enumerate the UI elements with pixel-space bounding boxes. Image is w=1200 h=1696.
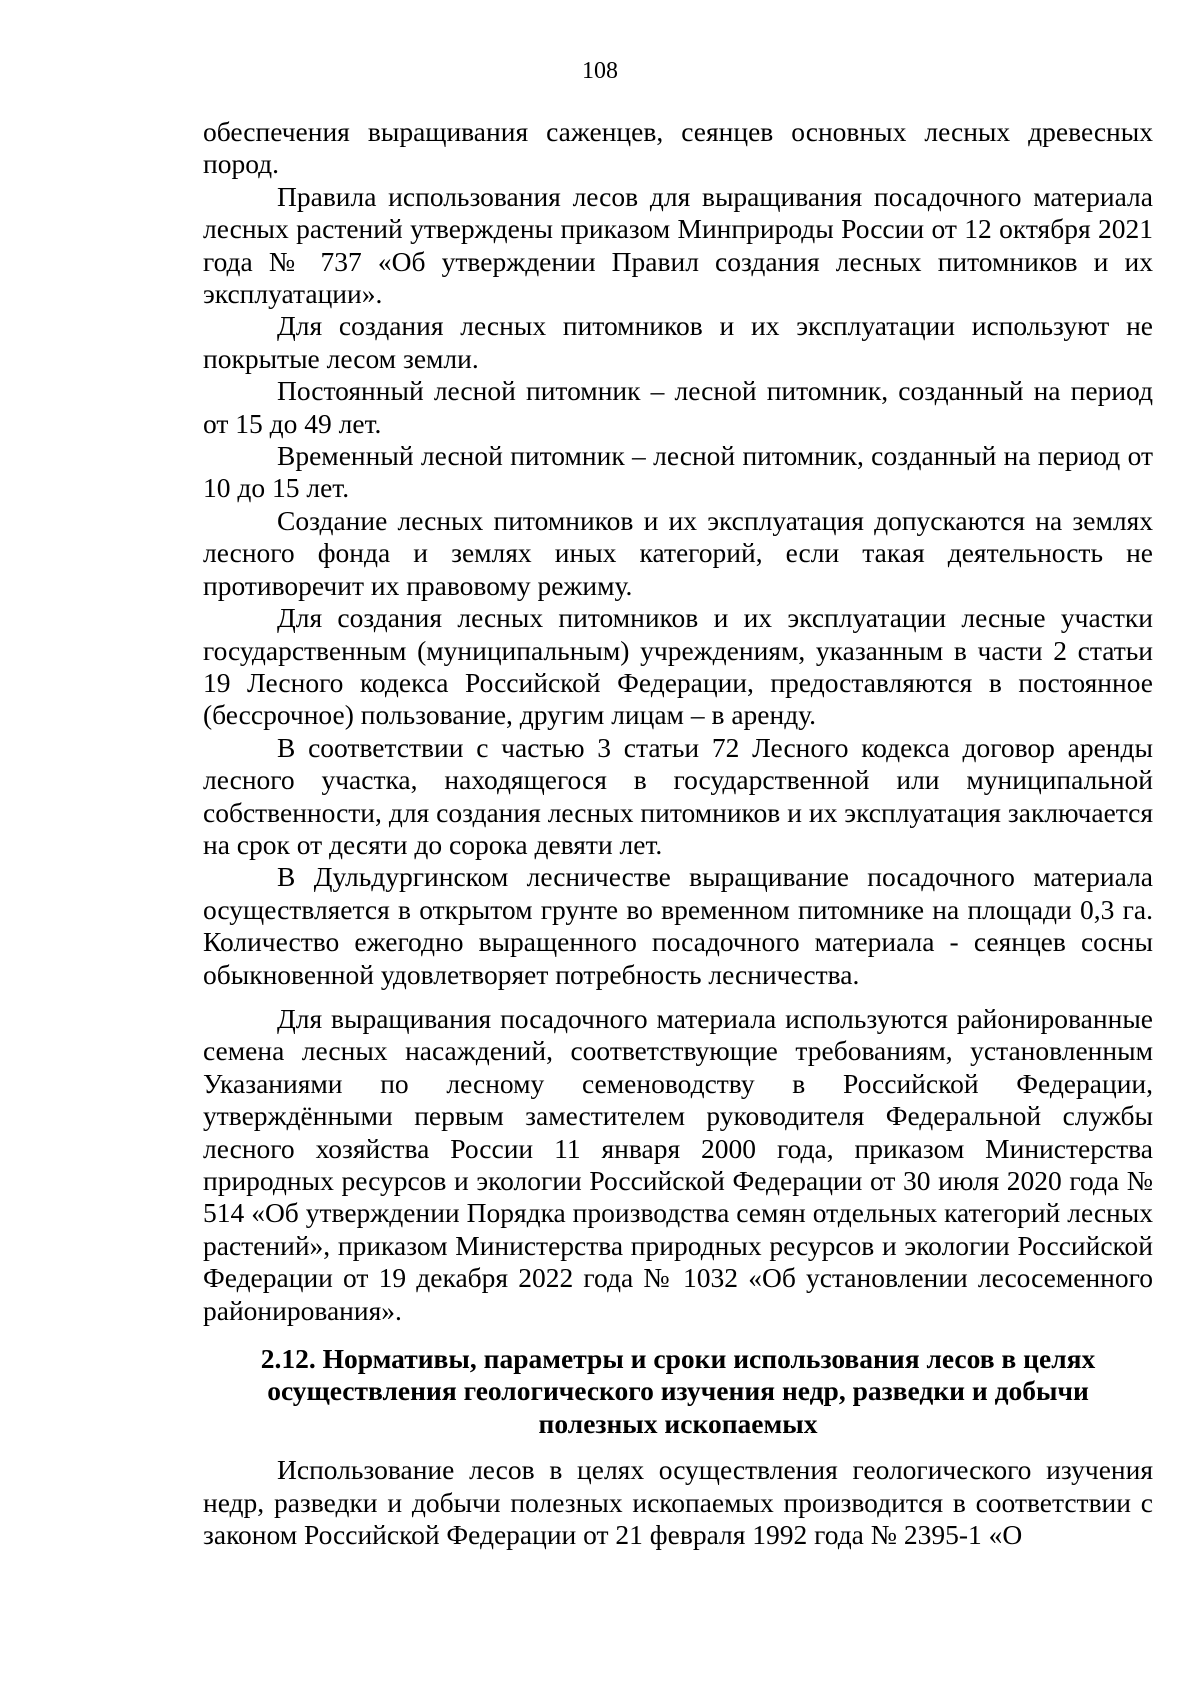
paragraph-duldurga-nursery: В Дульдургинском лесничестве выращивание посадочного материала осуществляется в открытом грунте во временном питомнике на площади 0,3 га. Количество ежегодно выращенного посадочного материала - сеянцев сосны обыкновенной удовлетворяет потребность лесничества. xyxy=(203,861,1153,990)
paragraph-permanent-nursery: Постоянный лесной питомник – лесной питомник, созданный на период от 15 до 49 лет. xyxy=(203,375,1153,439)
paragraph-seed-requirements: Для выращивания посадочного материала используются районированные семена лесных насаждений, соответствующие требованиям, установленным Указаниями по лесному семеноводству в Российской Федерации, утверждёнными первым заместителем руководителя Федеральной службы лесного хозяйства России 11 января 2000 года, приказом Министерства природных ресурсов и экологии Российской Федерации от 30 июля 2020 года № 514 «Об утверждении Порядка производства семян отдельных категорий лесных растений», приказом Министерства природных ресурсов и экологии Российской Федерации от 19 декабря 2022 года № 1032 «Об установлении лесосеменного районирования». xyxy=(203,1002,1153,1326)
paragraph-continuation: обеспечения выращивания саженцев, сеянцев основных лесных древесных пород. xyxy=(203,116,1153,180)
page-number: 108 xyxy=(582,58,618,84)
paragraph-temporary-nursery: Временный лесной питомник – лесной питомник, созданный на период от 10 до 15 лет. xyxy=(203,440,1153,504)
paragraph-lands-used: Для создания лесных питомников и их эксплуатации используют не покрытые лесом земли. xyxy=(203,310,1153,374)
section-heading: 2.12. Нормативы, параметры и сроки использования лесов в целях осуществления геологического изучения недр, разведки и добычи полезных ископаемых xyxy=(260,1343,1096,1439)
paragraph-land-provision: Для создания лесных питомников и их эксплуатации лесные участки государственным (муниципальным) учреждениям, указанным в части 2 статьи 19 Лесного кодекса Российской Федерации, предоставляются в постоянное (бессрочное) пользование, другим лицам – в аренду. xyxy=(203,602,1153,731)
paragraph-nursery-permission: Создание лесных питомников и их эксплуатация допускаются на землях лесного фонда и землях иных категорий, если такая деятельность не противоречит их правовому режиму. xyxy=(203,504,1153,601)
paragraph-geology-use: Использование лесов в целях осуществления геологического изучения недр, разведки и добычи полезных ископаемых производится в соответствии с законом Российской Федерации от 21 февраля 1992 года № 2395-1 «О xyxy=(203,1454,1153,1551)
paragraph-gap xyxy=(203,991,1153,1003)
paragraph-lease-term: В соответствии с частью 3 статьи 72 Лесного кодекса договор аренды лесного участка, находящегося в государственной или муниципальной собственности, для создания лесных питомников и их эксплуатация заключается на срок от десяти до сорока девяти лет. xyxy=(203,731,1153,860)
body-text xyxy=(203,116,1153,1551)
paragraph-nursery-rules: Правила использования лесов для выращивания посадочного материала лесных растений утверждены приказом Минприроды России от 12 октября 2021 года № 737 «Об утверждении Правил создания лесных питомников и их эксплуатации». xyxy=(203,180,1153,310)
